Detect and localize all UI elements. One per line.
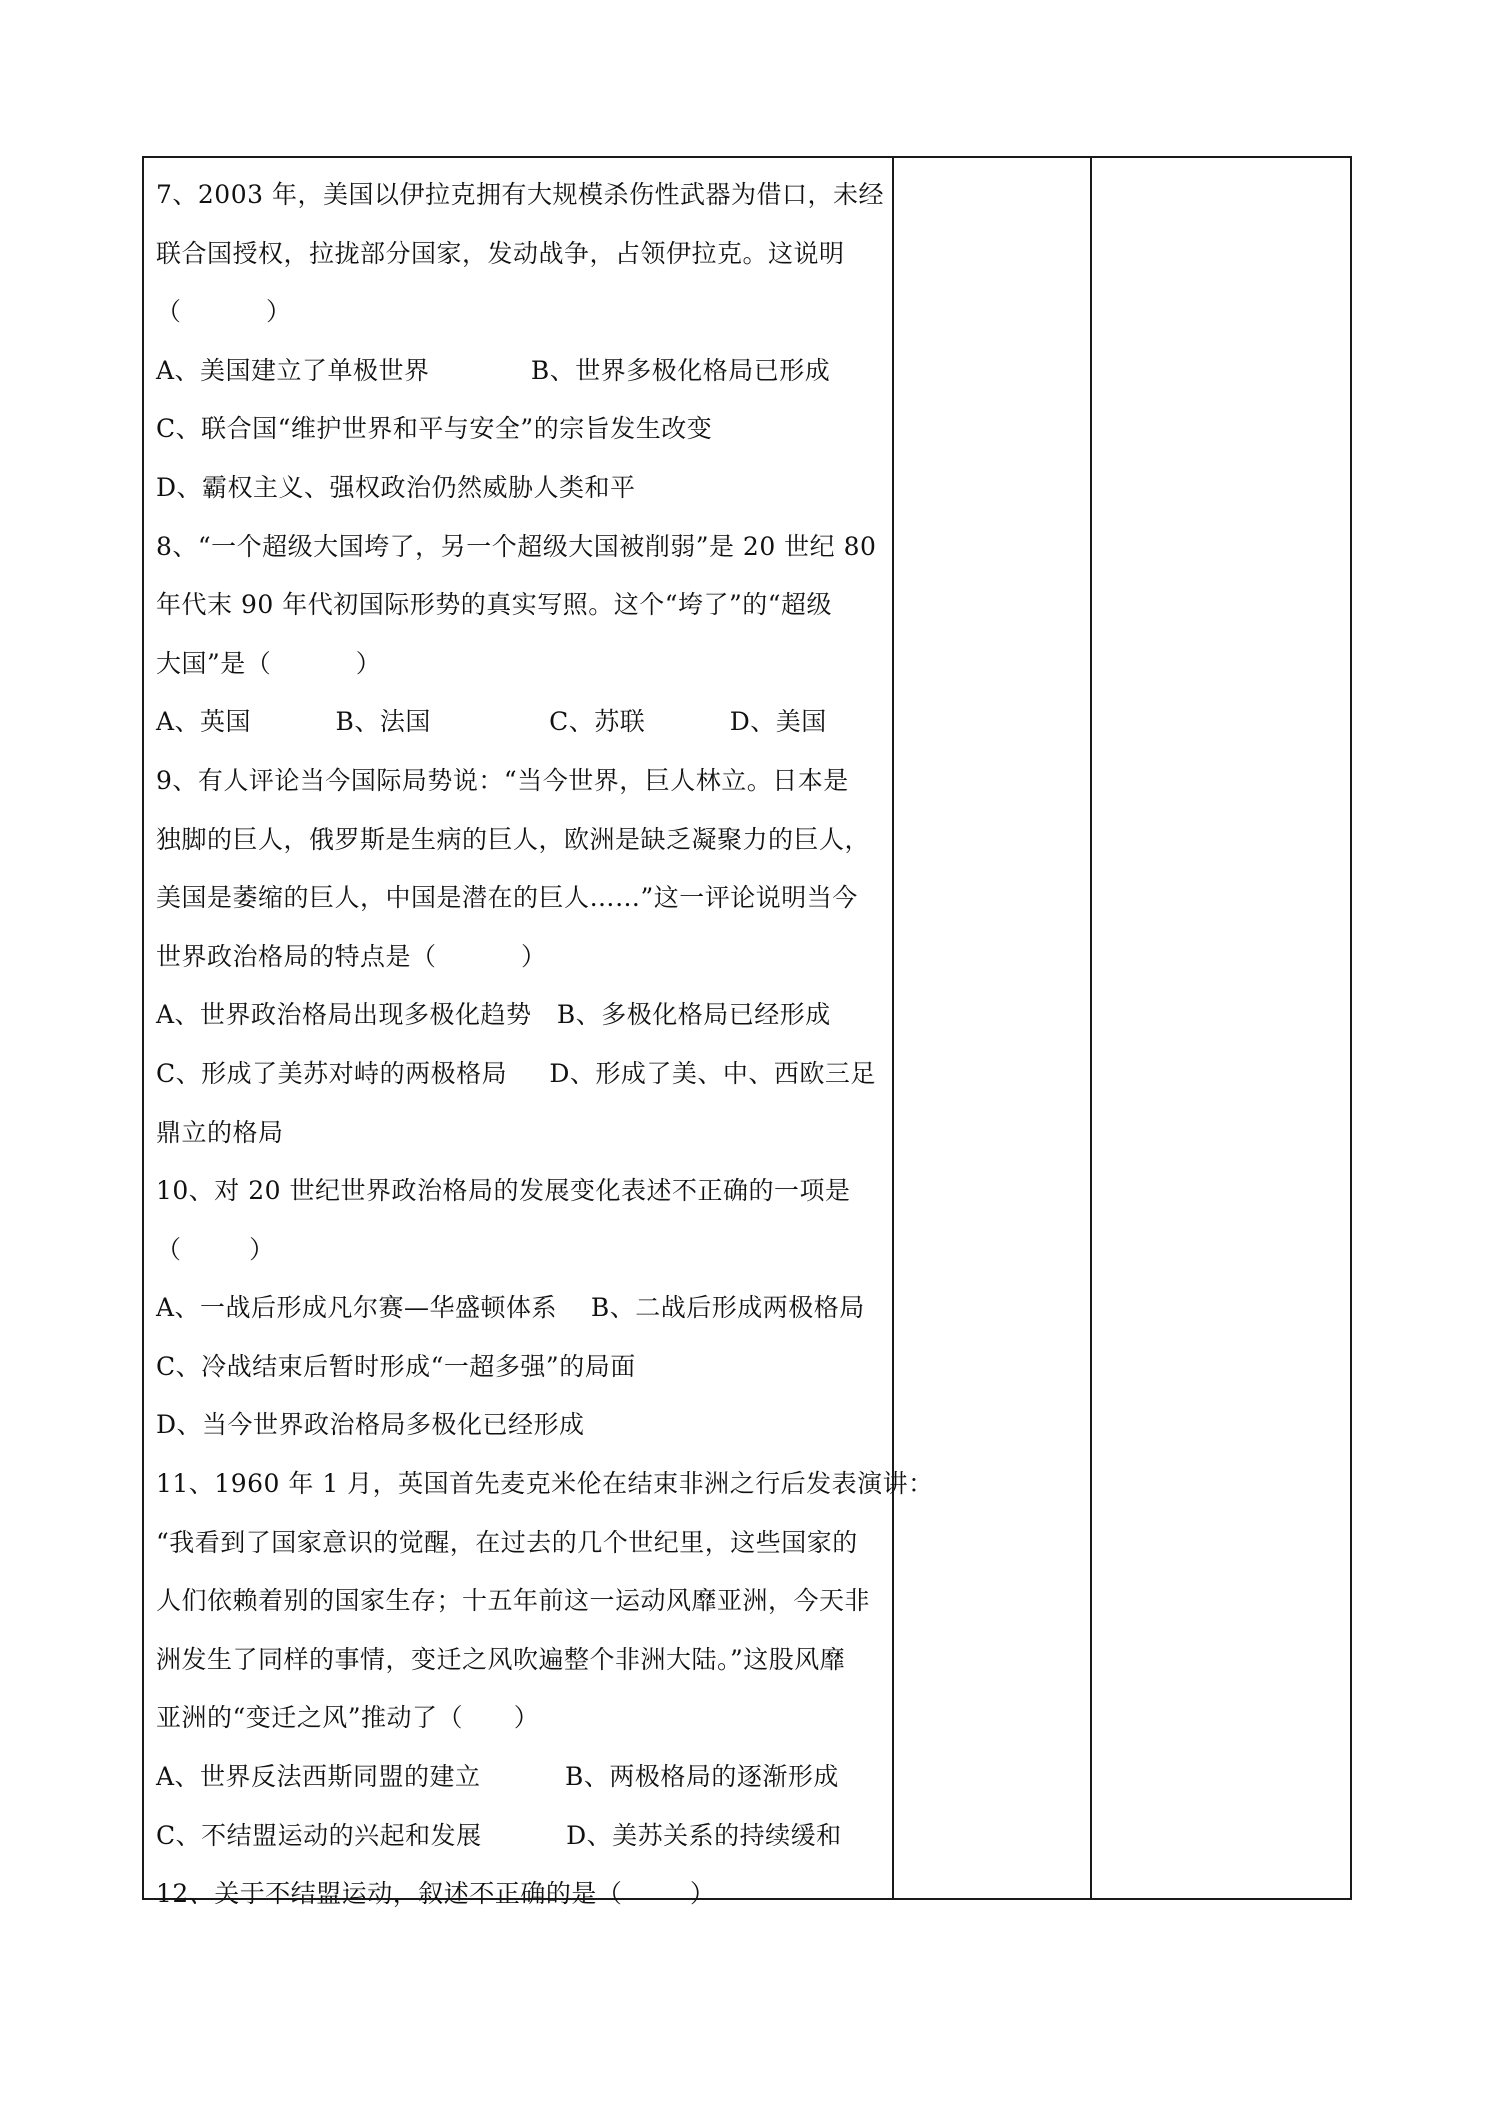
question-10-option-c: C、冷战结束后暂时形成“一超多强”的局面 <box>156 1351 636 1381</box>
question-8-line-2: 年代末 90 年代初国际形势的真实写照。这个“垮了”的“超级 <box>156 590 833 620</box>
question-9-line-1: 9、有人评论当今国际局势说：“当今世界，巨人林立。日本是 <box>156 765 849 795</box>
question-7-option-d: D、霸权主义、强权政治仍然威胁人类和平 <box>156 472 636 502</box>
question-8-options: A、英国 B、法国 C、苏联 D、美国 <box>156 707 827 737</box>
question-11-options-cd: C、不结盟运动的兴起和发展 D、美苏关系的持续缓和 <box>156 1820 842 1850</box>
question-7-options-ab: A、美国建立了单极世界 B、世界多极化格局已形成 <box>156 355 831 385</box>
question-11-line-2: “我看到了国家意识的觉醒，在过去的几个世纪里，这些国家的 <box>156 1527 858 1557</box>
question-column <box>156 166 934 1924</box>
question-12-line-1: 12、关于不结盟运动，叙述不正确的是（ ） <box>156 1879 716 1909</box>
question-9-line-4: 世界政治格局的特点是（ ） <box>156 941 547 971</box>
question-10-options-ab: A、一战后形成凡尔赛—华盛顿体系 B、二战后形成两极格局 <box>156 1293 865 1323</box>
question-10-answer-blank: （ ） <box>156 1234 275 1264</box>
question-9-line-3: 美国是萎缩的巨人，中国是潜在的巨人……”这一评论说明当今 <box>156 883 858 913</box>
question-7-option-c: C、联合国“维护世界和平与安全”的宗旨发生改变 <box>156 414 713 444</box>
column-divider-1 <box>892 158 894 1898</box>
question-11-line-1: 11、1960 年 1 月，英国首先麦克米伦在结束非洲之行后发表演讲： <box>156 1469 934 1499</box>
question-8-line-3: 大国”是（ ） <box>156 648 382 678</box>
question-11-line-5: 亚洲的“变迁之风”推动了（ ） <box>156 1703 540 1733</box>
question-7-line-2: 联合国授权，拉拢部分国家，发动战争，占领伊拉克。这说明 <box>156 238 845 268</box>
worksheet-table <box>142 156 1352 1909</box>
question-7-line-1: 7、2003 年，美国以伊拉克拥有大规模杀伤性武器为借口，未经 <box>156 180 884 209</box>
question-7-answer-blank: （ ） <box>156 297 292 327</box>
column-divider-2 <box>1090 158 1092 1898</box>
question-11-options-ab: A、世界反法西斯同盟的建立 B、两极格局的逐渐形成 <box>156 1762 839 1792</box>
question-8-line-1: 8、“一个超级大国垮了，另一个超级大国被削弱”是 20 世纪 80 <box>156 531 877 561</box>
question-9-line-2: 独脚的巨人，俄罗斯是生病的巨人，欧洲是缺乏凝聚力的巨人， <box>156 824 871 854</box>
question-9-options-cd: C、形成了美苏对峙的两极格局 D、形成了美、中、西欧三足 <box>156 1058 876 1088</box>
question-10-option-d: D、当今世界政治格局多极化已经形成 <box>156 1410 585 1440</box>
question-11-line-3: 人们依赖着别的国家生存；十五年前这一运动风靡亚洲，今天非 <box>156 1586 871 1616</box>
question-10-line-1: 10、对 20 世纪世界政治格局的发展变化表述不正确的一项是 <box>156 1176 851 1206</box>
question-9-options-cd-cont: 鼎立的格局 <box>156 1117 284 1147</box>
question-11-line-4: 洲发生了同样的事情，变迁之风吹遍整个非洲大陆。”这股风靡 <box>156 1644 846 1674</box>
question-9-options-ab: A、世界政治格局出现多极化趋势 B、多极化格局已经形成 <box>156 1000 831 1030</box>
